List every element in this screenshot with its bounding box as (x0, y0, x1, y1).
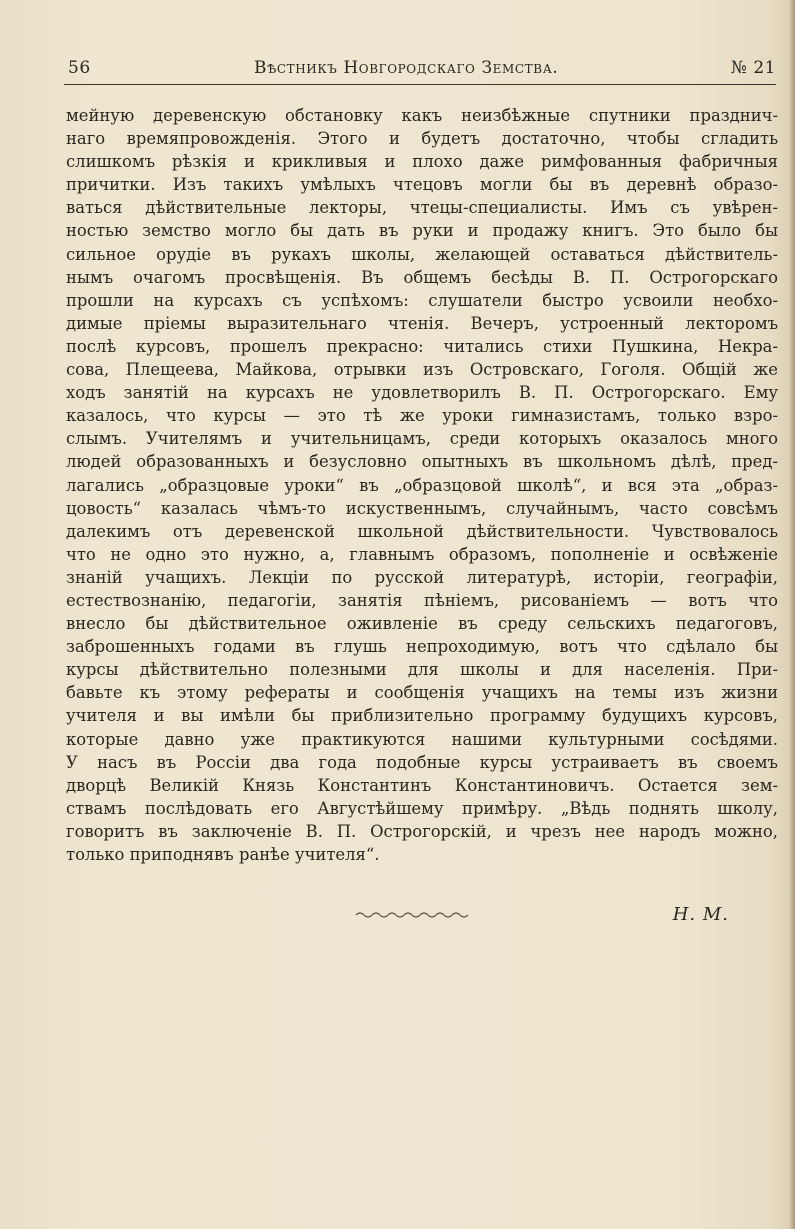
text-line: слымъ. Учителямъ и учительницамъ, среди которыхъ оказалось много (66, 429, 778, 449)
text-line: ваться дѣйствительные лекторы, чтецы-специалисты. Имъ съ увѣрен- (66, 198, 778, 218)
text-line: естествознанію, педагогіи, занятія пѣніемъ, рисованіемъ — вотъ что (66, 590, 778, 610)
text-line: прошли на курсахъ съ успѣхомъ: слушатели быстро усвоили необхо- (66, 290, 778, 310)
text-line: слишкомъ рѣзкія и крикливыя и плохо даже римфованныя фабричныя (66, 152, 778, 172)
text-line: которые давно уже практикуются нашими культурными сосѣдями. (66, 729, 778, 749)
text-line: лагались „образцовые уроки“ въ „образцовой школѣ“, и вся эта „образ- (66, 475, 778, 495)
text-line: бавьте къ этому рефераты и сообщенія учащихъ на темы изъ жизни (66, 683, 778, 703)
text-line: заброшенныхъ годами въ глушь непроходимую, вотъ что сдѣлало бы (66, 637, 778, 657)
text-line: людей образованныхъ и безусловно опытныхъ въ школьномъ дѣлѣ, пред- (66, 452, 778, 472)
text-line: говоритъ въ заключеніе В. П. Острогорскій, и чрезъ нее народъ можно, (66, 821, 778, 841)
text-line: что не одно это нужно, а, главнымъ образомъ, пополненіе и освѣженіе (66, 544, 778, 564)
text-line: послѣ курсовъ, прошелъ прекрасно: читались стихи Пушкина, Некра- (66, 336, 778, 356)
text-line: учителя и вы имѣли бы приблизительно программу будущихъ курсовъ, (66, 706, 778, 726)
text-line: наго времяпровожденія. Этого и будетъ достаточно, чтобы сгладить (66, 129, 778, 149)
text-line: только приподнявъ ранѣе учителя“. (66, 845, 380, 864)
journal-title: Вѣстникъ Новгородскаго Земства. (254, 58, 559, 78)
issue-number: № 21 (730, 58, 776, 78)
text-line: ходъ занятій на курсахъ не удовлетворилъ В. П. Острогорскаго. Ему (66, 383, 778, 403)
end-ornament-divider (354, 910, 474, 920)
text-line: ствамъ послѣдовать его Августѣйшему примѣру. „Вѣдь поднять школу, (66, 798, 778, 818)
text-line: казалось, что курсы — это тѣ же уроки гимназистамъ, только взро- (66, 406, 778, 426)
text-line: внесло бы дѣйствительное оживленіе въ среду сельскихъ педагоговъ, (66, 614, 778, 634)
text-line: У насъ въ Россіи два года подобные курсы устраиваетъ въ своемъ (66, 752, 778, 772)
text-line: ностью земство могло бы дать въ руки и продажу книгъ. Это было бы (66, 221, 778, 241)
header-rule (64, 84, 776, 85)
text-line: димые пріемы выразительнаго чтенія. Вечеръ, устроенный лекторомъ (66, 313, 778, 333)
text-line: далекимъ отъ деревенской школьной дѣйствительности. Чувствовалось (66, 521, 778, 541)
text-line: дворцѣ Великій Князь Константинъ Константиновичъ. Остается зем- (66, 775, 778, 795)
text-line: сильное орудіе въ рукахъ школы, желающей оставаться дѣйствитель- (66, 244, 778, 264)
page-edge-shadow (789, 0, 795, 1229)
article-body (66, 104, 778, 866)
text-line: цовость“ казалась чѣмъ-то искуственнымъ, случайнымъ, часто совсѣмъ (66, 498, 778, 518)
text-line: нымъ очагомъ просвѣщенія. Въ общемъ бесѣды В. П. Острогорскаго (66, 267, 778, 287)
text-line: сова, Плещеева, Майкова, отрывки изъ Островскаго, Гоголя. Общій же (66, 360, 778, 380)
author-signature: Н. М. (672, 904, 729, 925)
text-line: знаній учащихъ. Лекціи по русской литературѣ, исторіи, географіи, (66, 567, 778, 587)
running-header (64, 58, 776, 84)
page-number: 56 (68, 58, 91, 78)
text-line: мейную деревенскую обстановку какъ неизбѣжные спутники празднич- (66, 106, 778, 125)
text-line: курсы дѣйствительно полезными для школы и для населенія. При- (66, 660, 778, 680)
text-line: причитки. Изъ такихъ умѣлыхъ чтецовъ могли бы въ деревнѣ образо- (66, 175, 778, 195)
